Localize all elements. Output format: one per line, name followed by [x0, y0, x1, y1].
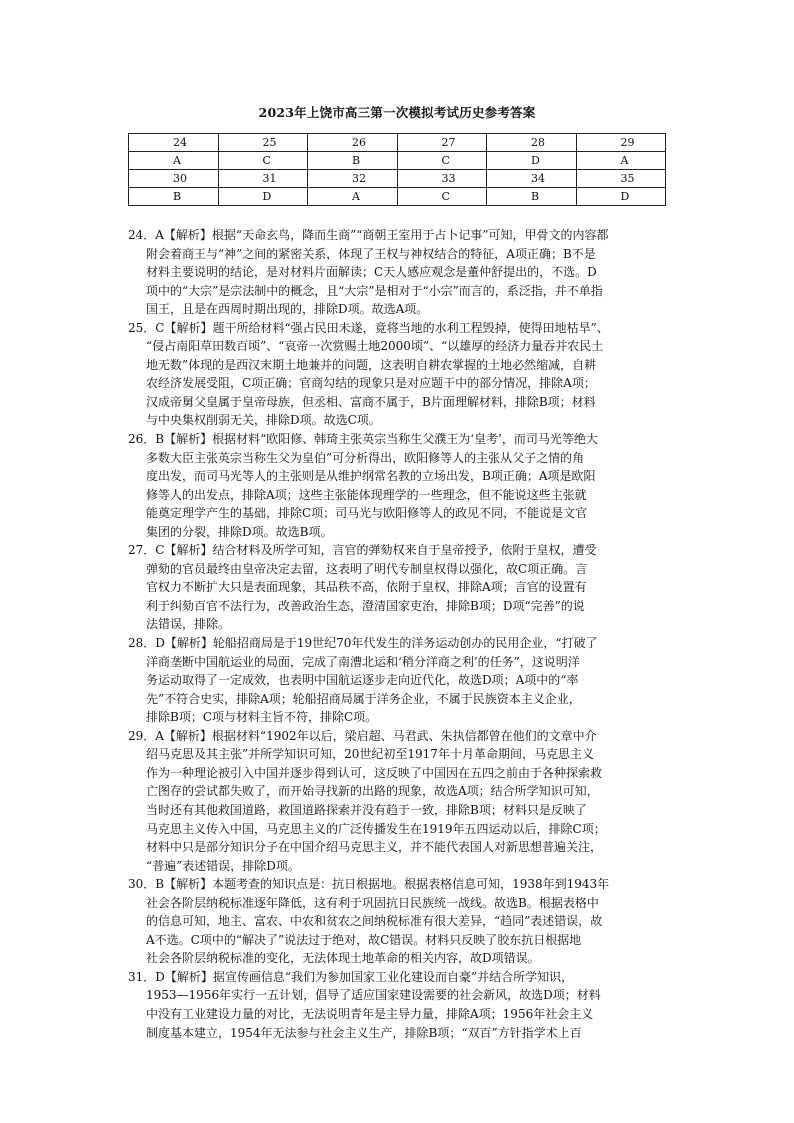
analysis-line: 地无数”体现的是西汉末期土地兼并的问题，这表明自耕农掌握的土地必然缩减，自耕: [146, 357, 597, 372]
answer-cell: A: [129, 152, 219, 170]
question-number-cell: 33: [397, 170, 487, 188]
question-number-cell: 27: [397, 134, 487, 152]
analysis-line: 1953—1956年实行一五计划，倡导了适应国家建设需要的社会新风，故选D项；材料: [146, 988, 601, 1003]
analysis-line: 项中的“大宗”是宗法制中的概念，且“大宗”是相对于“小宗”而言的，系泛指，并不单指: [146, 283, 603, 298]
analysis-line: 附会着商王与“神”之间的紧密关系，体现了王权与神权结合的特征，A项正确；B不是: [146, 246, 596, 261]
analysis-item: [128, 875, 688, 968]
analysis-item: [128, 319, 688, 430]
analysis-line: 官权力不断扩大只是表面现象，其品秩不高，依附于皇权，排除A项；言官的设置有: [146, 580, 587, 595]
analysis-line: 马克思主义传入中国，马克思主义的广泛传播发生在1919年五四运动以后，排除C项；: [146, 821, 606, 836]
analysis-line: “普遍”表述错误，排除D项。: [146, 858, 300, 873]
analysis-line: 材料主要说明的结论，是对材料片面解读；C天人感应观念是董仲舒提出的，不选。D: [146, 265, 597, 280]
answer-row: [129, 152, 666, 170]
analysis-line: 28．D【解析】轮船招商局是于19世纪70年代发生的洋务运动创办的民用企业，“打破了: [128, 636, 598, 651]
question-number-cell: 28: [487, 134, 577, 152]
analysis-line: 29．A【解析】根据材料“1902年以后，梁启超、马君武、朱执信都曾在他们的文章中介: [128, 728, 597, 743]
analysis-line: 社会各阶层纳税标准逐年降低，这有利于巩固抗日民族统一战线。故选B。根据表格中: [146, 895, 599, 910]
analysis-line: 中没有工业建设力量的对比，无法说明青年是主导力量，排除A项；1956年社会主义: [146, 1006, 594, 1021]
analysis-item: [128, 727, 688, 875]
analysis-line: 洋商垄断中国航运业的局面，完成了南漕北运和‘稍分洋商之利’的任务”，这说明洋: [146, 654, 580, 669]
answer-cell: A: [308, 188, 398, 206]
analysis-line: 26．B【解析】根据材料“欧阳修、韩琦主张英宗当称生父濮王为‘皇考’，而司马光等绝大: [128, 432, 598, 447]
analysis-line: 与中央集权削弱无关，排除D项。故选C项。: [146, 413, 381, 428]
analysis-item: [128, 430, 688, 541]
analysis-line: 弹劾的官员最终由皇帝决定去留，这表明了明代专制皇权得以强化，故C项正确。言: [146, 561, 588, 576]
analysis-line: 汉成帝舅父皇属于皇帝母族，但丞相、富商不属于，B片面理解材料，排除B项；材料: [146, 394, 596, 409]
analysis-line: 24．A【解析】根据“天命玄鸟，降而生商”“商朝王室用于占卜记事”可知，甲骨文的内容都: [128, 228, 609, 242]
analysis-line: 社会各阶层纳税标准的变化，无法体现土地革命的相关内容，故D项错误。: [146, 951, 540, 966]
question-number-cell: 32: [308, 170, 398, 188]
question-number-cell: 34: [487, 170, 577, 188]
analysis-line: 亡图存的尝试都失败了，而开始寻找新的出路的现象，故选A项；结合所学知识可知，: [146, 784, 599, 799]
answer-cell: C: [397, 188, 487, 206]
analysis-line: 作为一种理论被引入中国并逐步得到认可，这反映了中国因在五四之前由于各种探索救: [146, 765, 603, 780]
question-number-row: [129, 134, 666, 152]
analysis-item: [128, 541, 688, 634]
question-number-cell: 24: [129, 134, 219, 152]
analysis-line: 集团的分裂，排除D项。故选B项。: [146, 524, 333, 539]
answer-cell: C: [397, 152, 487, 170]
analysis-line: 度出发，而司马光等人的主张则是从维护纲常名教的立场出发，B项正确；A项是欧阳: [146, 469, 596, 484]
answer-cell: D: [218, 188, 308, 206]
analysis-section: [128, 226, 688, 1042]
answer-row: [129, 188, 666, 206]
question-number-cell: 25: [218, 134, 308, 152]
answer-cell: B: [487, 188, 577, 206]
answer-cell: D: [576, 188, 666, 206]
analysis-line: 排除B项；C项与材料主旨不符，排除C项。: [146, 710, 378, 725]
analysis-line: 25．C【解析】题干所给材料“强占民田未遂，竟将当地的水利工程毁掉，使得田地枯旱”、: [128, 320, 609, 335]
answer-cell: D: [487, 152, 577, 170]
question-number-cell: 29: [576, 134, 666, 152]
analysis-line: 利于纠劾百官不法行为，改善政治生态，澄清国家吏治，排除B项；D项“完善”的说: [146, 598, 585, 613]
analysis-line: 31．D【解析】据宣传画信息“我们为参加国家工业化建设而自豪”并结合所学知识，: [128, 969, 574, 984]
question-number-cell: 31: [218, 170, 308, 188]
answer-cell: B: [308, 152, 398, 170]
analysis-item: [128, 634, 688, 727]
analysis-line: A不选。C项中的“解决了”说法过于绝对，故C错误。材料只反映了胶东抗日根据地: [146, 932, 582, 947]
analysis-line: 法错误，排除。: [146, 617, 231, 632]
analysis-line: 修等人的出发点，排除A项；这些主张能体现理学的一些理念，但不能说这些主张就: [146, 487, 587, 502]
analysis-line: “侵占南阳草田数百顷”、“哀帝一次赏赐土地2000顷”、“以雄厚的经济力量吞并农民土: [146, 339, 604, 354]
analysis-item: [128, 968, 688, 1042]
analysis-item: [128, 226, 688, 319]
analysis-line: 能奠定理学产生的基础，排除C项；司马光与欧阳修等人的政见不同，不能说是文官: [146, 506, 588, 521]
analysis-line: 务运动取得了一定成效，也表明中国航运逐步走向近代化，故选D项；A项中的“率: [146, 673, 579, 688]
answer-cell: A: [576, 152, 666, 170]
analysis-line: 30．B【解析】本题考查的知识点是：抗日根据地。根据表格信息可知，1938年到1943年: [128, 877, 610, 892]
analysis-line: 的信息可知，地主、富农、中农和贫农之间纳税标准有很大差异，“趋同”表述错误，故: [146, 914, 603, 929]
analysis-line: 国王，且是在西周时期出现的，排除D项。故选A项。: [146, 302, 429, 317]
answer-cell: B: [129, 188, 219, 206]
analysis-line: 制度基本建立，1954年无法参与社会主义生产，排除B项；“双百”方针指学术上百: [146, 1025, 582, 1040]
page-title: 2023年上饶市高三第一次模拟考试历史参考答案: [258, 105, 536, 120]
analysis-line: 先”不符合史实，排除A项；轮船招商局属于洋务企业，不属于民族资本主义企业，: [146, 691, 581, 706]
answer-cell: C: [218, 152, 308, 170]
analysis-line: 多数大臣主张英宗当称生父为皇伯”可分析得出，欧阳修等人的主张从父子之情的角: [146, 450, 585, 465]
analysis-line: 27．C【解析】结合材料及所学可知，言官的弹劾权来自于皇帝授予，依附于皇权，遭受: [128, 543, 597, 558]
analysis-line: 当时还有其他救国道路，救国道路探索并没有趋于一致，排除B项；材料只是反映了: [146, 802, 587, 817]
question-number-cell: 35: [576, 170, 666, 188]
analysis-line: 农经济发展受阻，C项正确；官商勾结的现象只是对应题干中的部分情况，排除A项；: [146, 376, 596, 391]
question-number-row: [129, 170, 666, 188]
analysis-line: 材料中只是部分知识分子在中国介绍马克思主义，并不能代表国人对新思想普遍关注，: [146, 840, 603, 855]
analysis-line: 绍马克思及其主张”并所学知识可知，20世纪初至1917年十月革命期间，马克思主义: [146, 747, 594, 762]
answer-key-table: [128, 133, 666, 206]
question-number-cell: 26: [308, 134, 398, 152]
question-number-cell: 30: [129, 170, 219, 188]
